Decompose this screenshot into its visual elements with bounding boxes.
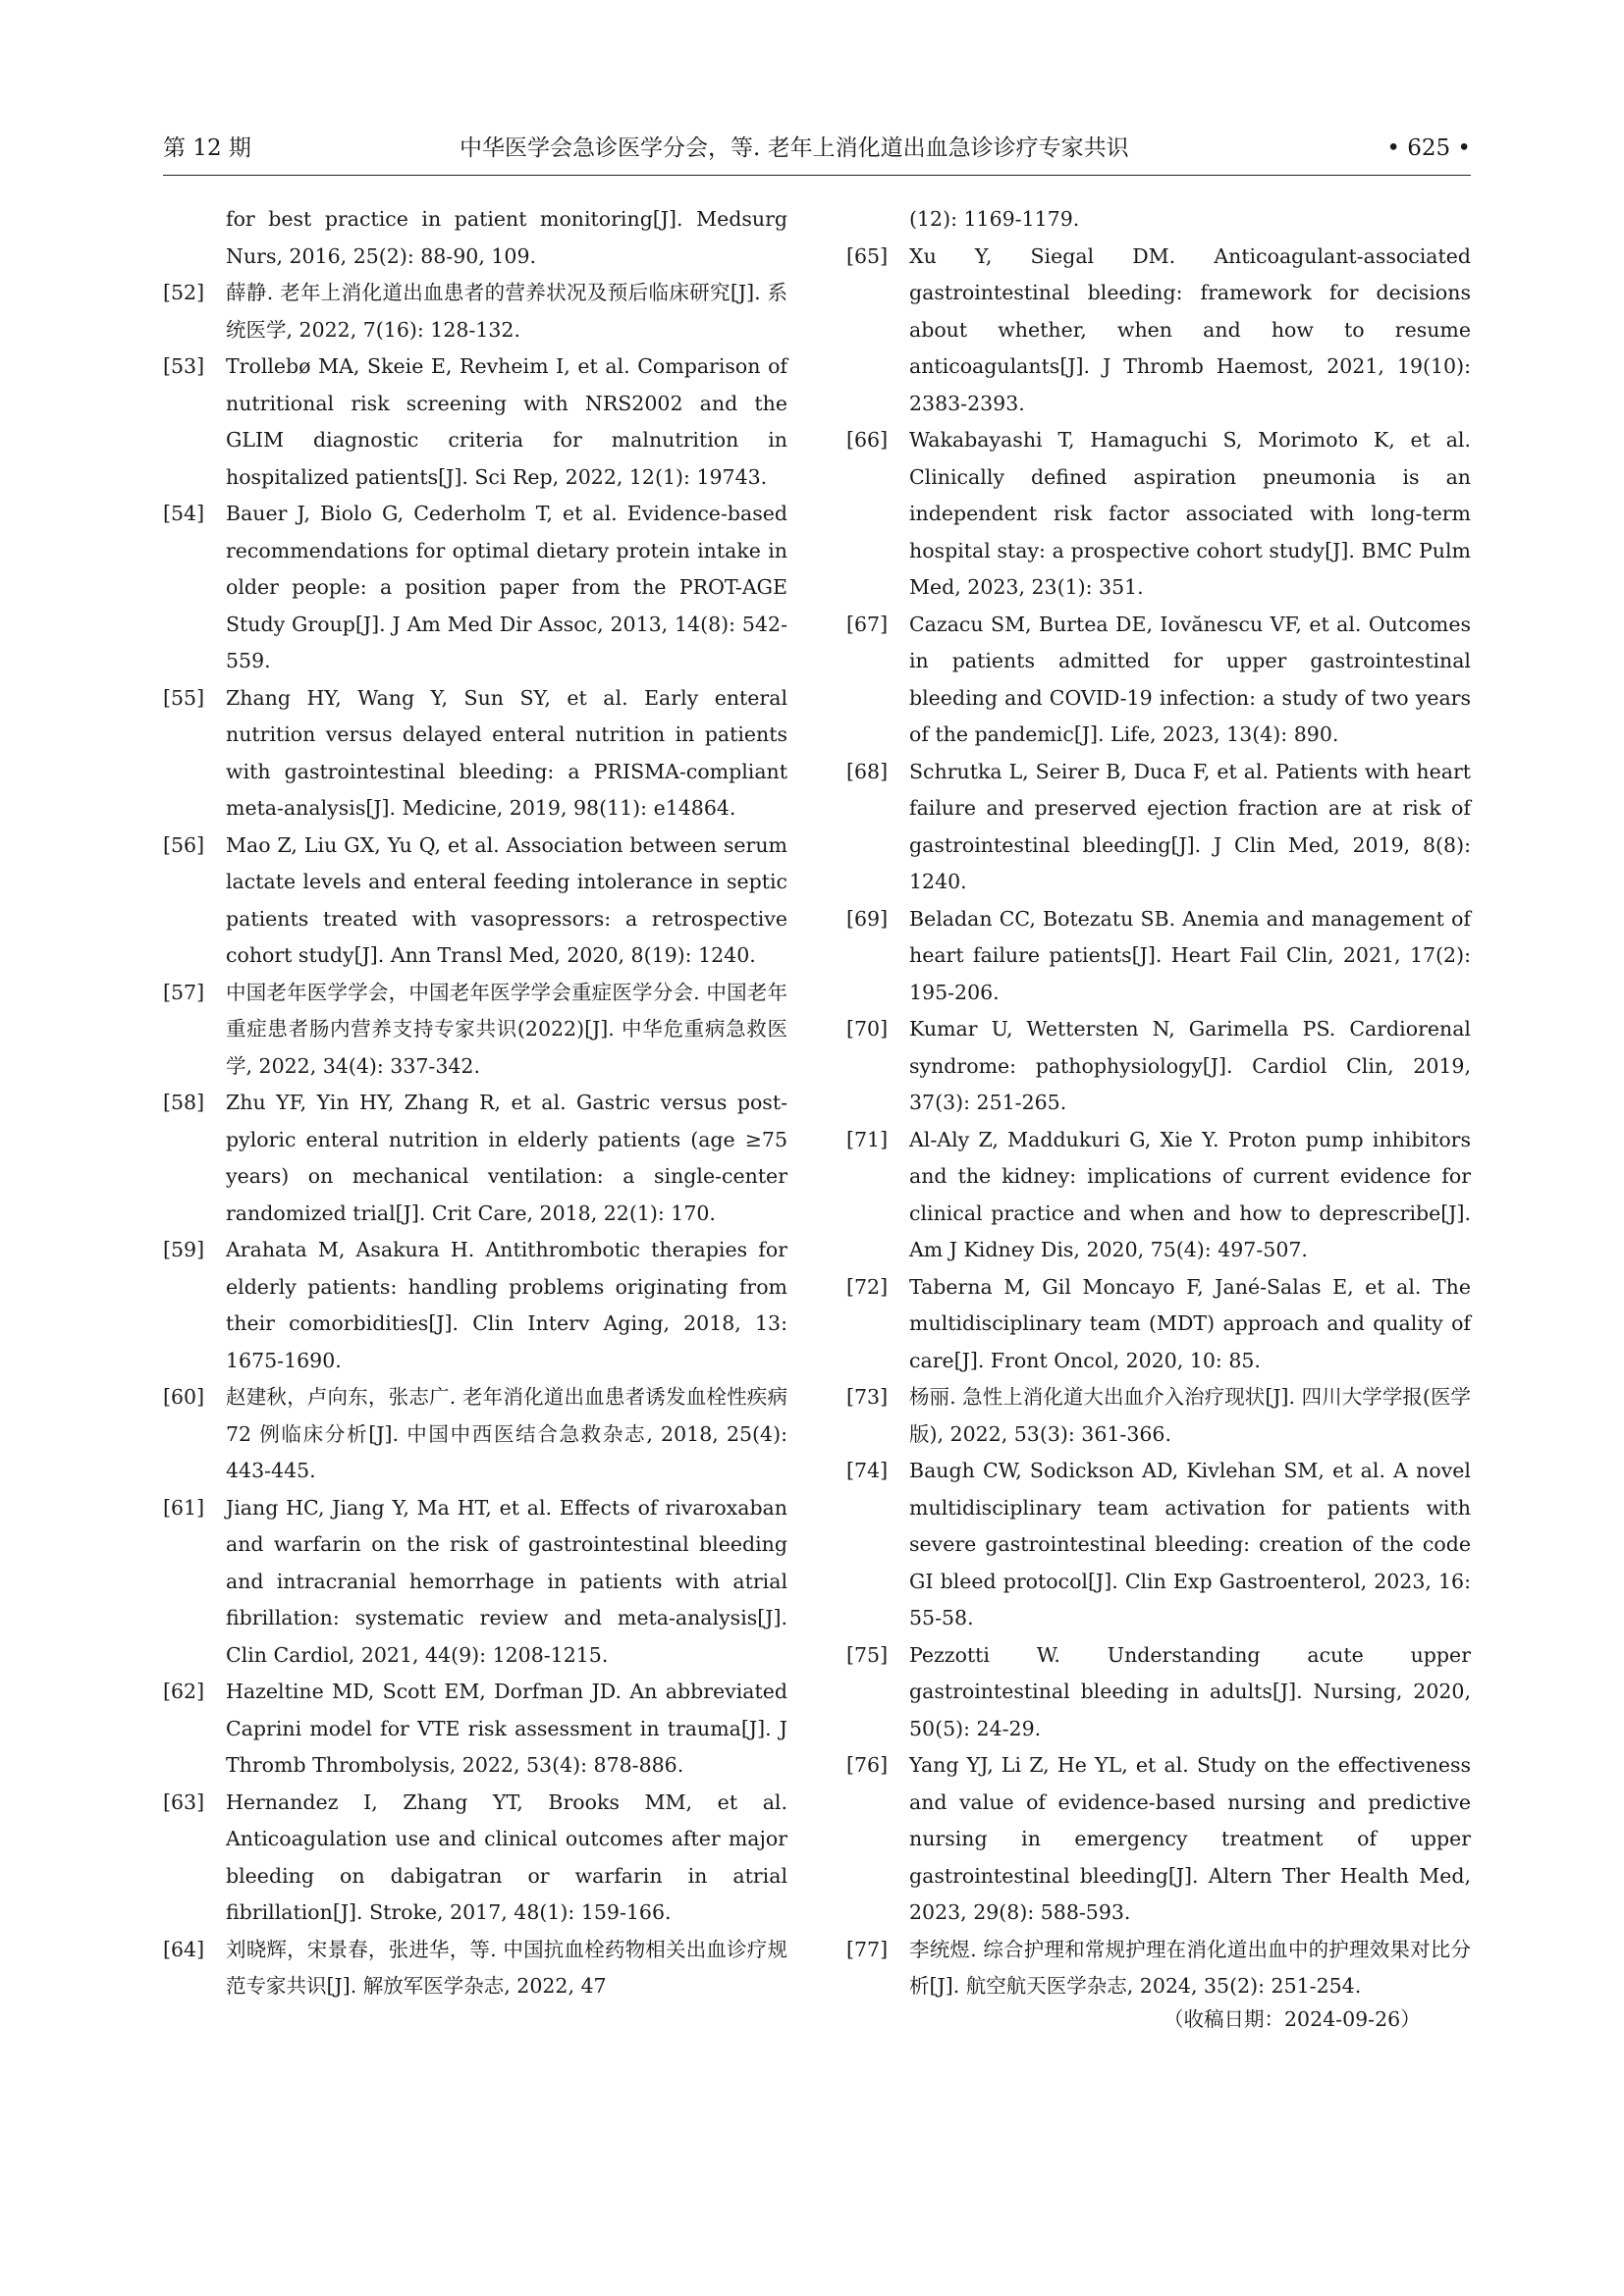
reference-number: [75] (846, 1642, 889, 1667)
reference-number: [56] (163, 832, 205, 857)
reference-text: Bauer J, Biolo G, Cederholm T, et al. Evidence-based recommendations for optimal dietary protein intake in older people: a position paper from the PROT-AGE Study Group[J]. J Am Med Dir Assoc, 2013, 14(8): 542-559. (226, 502, 787, 672)
reference-number: [68] (846, 759, 889, 783)
reference-entry (846, 239, 1471, 423)
reference-text: Schrutka L, Seirer B, Duca F, et al. Patients with heart failure and preserved ejection fraction are at risk of gastrointestinal bleeding[J]. J Clin Med, 2019, 8(8): 1240. (909, 759, 1471, 893)
reference-number: [55] (163, 685, 205, 710)
reference-number: [52] (163, 281, 205, 304)
reference-number: [61] (163, 1495, 205, 1520)
reference-text: Baugh CW, Sodickson AD, Kivlehan SM, et al. A novel multidisciplinary team activation for patients with severe gastrointestinal bleeding: creation of the code GI bleed protocol[J]. Clin Exp Gastroenterol, 2023, 16: 55-58. (909, 1459, 1471, 1629)
reference-number: [77] (846, 1937, 889, 1961)
reference-entry (846, 901, 1471, 1012)
reference-text: Pezzotti W. Understanding acute upper gastrointestinal bleeding in adults[J]. Nursing, 2020, 50(5): 24-29. (909, 1642, 1471, 1740)
reference-text: Kumar U, Wettersten N, Garimella PS. Cardiorenal syndrome: pathophysiology[J]. Cardiol Clin, 2019, 37(3): 251-265. (909, 1017, 1471, 1114)
reference-text: 李统煜. 综合护理和常规护理在消化道出血中的护理效果对比分析[J]. 航空航天医学杂志, 2024, 35(2): 251-254. (909, 1937, 1471, 1998)
reference-text: Wakabayashi T, Hamaguchi S, Morimoto K, et al. Clinically defined aspiration pneumonia is an independent risk factor associated with long-term hospital stay: a prospective cohort study[J]. BMC Pulm Med, 2023, 23(1): 351. (909, 428, 1471, 599)
reference-number: [65] (846, 243, 889, 268)
reference-text: 中国老年医学学会，中国老年医学学会重症医学分会. 中国老年重症患者肠内营养支持专家共识(2022)[J]. 中华危重病急救医学, 2022, 34(4): 337-342. (226, 980, 787, 1078)
issue-number: 第 12 期 (163, 135, 251, 161)
reference-number: [64] (163, 1937, 205, 1961)
reference-number: [72] (846, 1274, 889, 1299)
reference-text: Cazacu SM, Burtea DE, Iovănescu VF, et al. Outcomes in patients admitted for upper gastrointestinal bleeding and COVID-19 infection: a study of two years of the pandemic[J]. Life, 2023, 13(4): 890. (909, 612, 1471, 746)
reference-entry (163, 496, 787, 680)
header-rule (163, 175, 1471, 176)
reference-number: [69] (846, 906, 889, 931)
reference-entry (846, 1269, 1471, 1380)
reference-number: [76] (846, 1753, 889, 1777)
reference-text: Al-Aly Z, Maddukuri G, Xie Y. Proton pump inhibitors and the kidney: implications of current evidence for clinical practice and when and how to deprescribe[J]. Am J Kidney Dis, 2020, 75(4): 497-507. (909, 1127, 1471, 1261)
reference-text: 刘晓辉，宋景春，张进华，等. 中国抗血栓药物相关出血诊疗规范专家共识[J]. 解放军医学杂志, 2022, 47 (226, 1937, 787, 1998)
reference-number: [57] (163, 980, 205, 1004)
reference-text: Hernandez I, Zhang YT, Brooks MM, et al. Anticoagulation use and clinical outcomes after major bleeding on dabigatran or warfarin in atrial fibrillation[J]. Stroke, 2017, 48(1): 159-166. (226, 1789, 787, 1924)
reference-text: Taberna M, Gil Moncayo F, Jané-Salas E, et al. The multidisciplinary team (MDT) approach and quality of care[J]. Front Oncol, 2020, 10: 85. (909, 1274, 1471, 1372)
running-header (163, 132, 1471, 171)
reference-text: for best practice in patient monitoring[J]. Medsurg Nurs, 2016, 25(2): 88-90, 109. (226, 207, 787, 268)
reference-number: [62] (163, 1680, 205, 1703)
reference-text: 赵建秋，卢向东，张志广. 老年消化道出血患者诱发血栓性疾病 72 例临床分析[J]. 中国中西医结合急救杂志, 2018, 25(4): 443-445. (226, 1385, 787, 1482)
reference-entry (846, 201, 1471, 239)
reference-text: 薛静. 老年上消化道出血患者的营养状况及预后临床研究[J]. 系统医学, 2022, 7(16): 128-132. (226, 281, 787, 342)
reference-text: Zhang HY, Wang Y, Sun SY, et al. Early enteral nutrition versus delayed enteral nutrition in patients with gastrointestinal bleeding: a PRISMA-compliant meta-analysis[J]. Medicine, 2019, 98(11): e14864. (226, 685, 787, 820)
reference-text: Arahata M, Asakura H. Antithrombotic therapies for elderly patients: handling problems originating from their comorbidities[J]. Clin Interv Aging, 2018, 13: 1675-1690. (226, 1238, 787, 1372)
reference-number: [67] (846, 612, 889, 636)
reference-entry (846, 1122, 1471, 1269)
reference-entry (846, 607, 1471, 754)
reference-entry (846, 754, 1471, 901)
reference-entry (846, 1932, 1471, 2005)
reference-number: [53] (163, 354, 205, 378)
received-date: （收稿日期：2024-09-26） (1164, 2007, 1421, 2031)
reference-entry (163, 275, 787, 348)
reference-number: [73] (846, 1385, 889, 1409)
reference-entry (846, 422, 1471, 607)
reference-entry (163, 1932, 787, 2005)
reference-text: Mao Z, Liu GX, Yu Q, et al. Association between serum lactate levels and enteral feeding intolerance in septic patients treated with vasopressors: a retrospective cohort study[J]. Ann Transl Med, 2020, 8(19): 1240. (226, 832, 787, 967)
reference-number: [54] (163, 502, 205, 525)
reference-text: Trollebø MA, Skeie E, Revheim I, et al. Comparison of nutritional risk screening with NRS2002 and the GLIM diagnostic criteria for malnutrition in hospitalized patients[J]. Sci Rep, 2022, 12(1): 19743. (226, 354, 787, 489)
reference-number: [74] (846, 1459, 889, 1482)
reference-text: 杨丽. 急性上消化道大出血介入治疗现状[J]. 四川大学学报(医学版), 2022, 53(3): 361-366. (909, 1385, 1471, 1446)
reference-entry (163, 975, 787, 1086)
reference-entry (163, 828, 787, 975)
reference-entry (846, 1011, 1471, 1122)
reference-text: Hazeltine MD, Scott EM, Dorfman JD. An abbreviated Caprini model for VTE risk assessment in trauma[J]. J Thromb Thrombolysis, 2022, 53(4): 878-886. (226, 1680, 787, 1777)
reference-number: [71] (846, 1127, 889, 1151)
reference-number: [63] (163, 1789, 205, 1814)
reference-entry (163, 680, 787, 828)
reference-entry (163, 1379, 787, 1490)
reference-entry (163, 201, 787, 275)
reference-text: (12): 1169-1179. (909, 207, 1080, 231)
reference-entry (163, 1085, 787, 1232)
reference-entry (163, 1785, 787, 1932)
reference-entry (846, 1637, 1471, 1748)
reference-number: [70] (846, 1017, 889, 1041)
reference-entry (846, 1379, 1471, 1453)
page-number: • 625 • (1386, 135, 1471, 161)
running-title: 中华医学会急诊医学分会，等. 老年上消化道出血急诊诊疗专家共识 (460, 135, 1129, 161)
reference-text: Zhu YF, Yin HY, Zhang R, et al. Gastric versus post-pyloric enteral nutrition in elderly patients (age ≥75 years) on mechanical ventilation: a single-center randomized trial[J]. Crit Care, 2018, 22(1): 170. (226, 1091, 787, 1225)
reference-number: [59] (163, 1238, 205, 1261)
reference-entry (163, 348, 787, 496)
reference-entry (163, 1674, 787, 1785)
reference-text: Xu Y, Siegal DM. Anticoagulant-associated gastrointestinal bleeding: framework for decisions about whether, when and how to resume anticoagulants[J]. J Thromb Haemost, 2021, 19(10): 2383-2393. (909, 243, 1471, 415)
reference-entry (846, 1747, 1471, 1932)
reference-entry (163, 1232, 787, 1379)
reference-column-right (846, 201, 1471, 2005)
reference-text: Yang YJ, Li Z, He YL, et al. Study on the effectiveness and value of evidence-based nursing and predictive nursing in emergency treatment of upper gastrointestinal bleeding[J]. Altern Ther Health Med, 2023, 29(8): 588-593. (909, 1753, 1471, 1924)
reference-number: [66] (846, 428, 889, 452)
reference-text: Beladan CC, Botezatu SB. Anemia and management of heart failure patients[J]. Heart Fail Clin, 2021, 17(2): 195-206. (909, 906, 1471, 1004)
reference-entry (163, 1490, 787, 1675)
reference-entry (846, 1453, 1471, 1637)
reference-number: [58] (163, 1091, 205, 1114)
reference-column-left (163, 201, 787, 2005)
reference-text: Jiang HC, Jiang Y, Ma HT, et al. Effects of rivaroxaban and warfarin on the risk of gastrointestinal bleeding and intracranial hemorrhage in patients with atrial fibrillation: systematic review and meta-analysis[J]. Clin Cardiol, 2021, 44(9): 1208-1215. (226, 1495, 787, 1667)
reference-number: [60] (163, 1385, 205, 1409)
